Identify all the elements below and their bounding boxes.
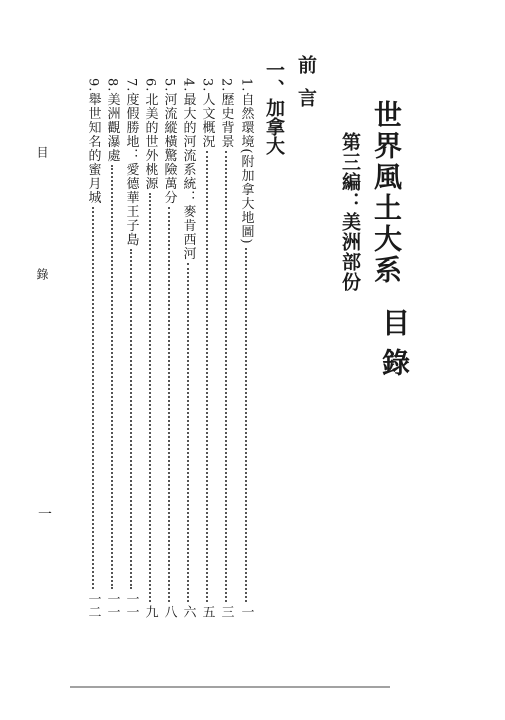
toc-page-number: 一二 — [85, 592, 101, 618]
toc-entry-label: 2.歷史背景 — [218, 78, 234, 149]
toc-entry-label: 5.河流縱橫驚險萬分 — [161, 78, 177, 205]
toc-page-number: 五 — [199, 605, 215, 618]
toc-leader-dots — [225, 151, 227, 602]
toc-leader-dots — [92, 207, 94, 589]
toc-entry-label: 8.美洲觀瀑處 — [104, 78, 120, 163]
toc-entry-label: 6.北美的世外桃源 — [142, 78, 158, 191]
toc-entry-label: 9.舉世知名的蜜月城 — [85, 78, 101, 205]
toc-leader-dots — [206, 151, 208, 602]
toc-leader-dots — [187, 263, 189, 602]
toc-leader-dots — [149, 193, 151, 602]
toc-entry-label: 7.度假勝地：愛德華王子島 — [123, 78, 139, 247]
chapter-title: 一、加拿大 — [263, 60, 285, 155]
toc-entry-label: 4.最大的河流系統：麥肯西河 — [180, 78, 196, 261]
toc-entry-9 — [85, 78, 101, 618]
toc-leader-dots — [130, 249, 132, 589]
toc-entry-7 — [123, 78, 139, 618]
toc-leader-dots — [245, 248, 247, 602]
book-title: 世界風土大系 — [370, 100, 403, 286]
toc-page-number: 八 — [161, 605, 177, 618]
toc-entry-2 — [218, 78, 234, 618]
toc-entry-5 — [161, 78, 177, 618]
toc-page-number: 六 — [180, 605, 196, 618]
running-header: 目錄 — [35, 146, 49, 390]
toc-entry-8 — [104, 78, 120, 618]
toc-page-number: 一一 — [123, 592, 139, 618]
scan-edge-line — [70, 686, 390, 688]
toc-entry-6 — [142, 78, 158, 618]
toc-page-number: 九 — [142, 605, 158, 618]
preface-heading: 前言 — [295, 55, 317, 121]
toc-entry-label: 3.人文概況 — [199, 78, 215, 149]
toc-entry-label: 1.自然環境(附加拿大地圖) — [238, 78, 254, 245]
toc-leader-dots — [168, 207, 170, 602]
toc-leader-dots — [111, 165, 113, 589]
part-title: 第三編：美洲部份 — [339, 132, 361, 292]
page-folio: 一 — [38, 507, 52, 523]
toc-page-number: 三 — [218, 605, 234, 618]
toc-entry-4 — [180, 78, 196, 618]
contents-heading: 目錄 — [378, 308, 411, 388]
toc-entry-3 — [199, 78, 215, 618]
toc-entry-1 — [238, 78, 254, 618]
toc-page-number: 一 — [238, 605, 254, 618]
toc-page-number: 一一 — [104, 592, 120, 618]
